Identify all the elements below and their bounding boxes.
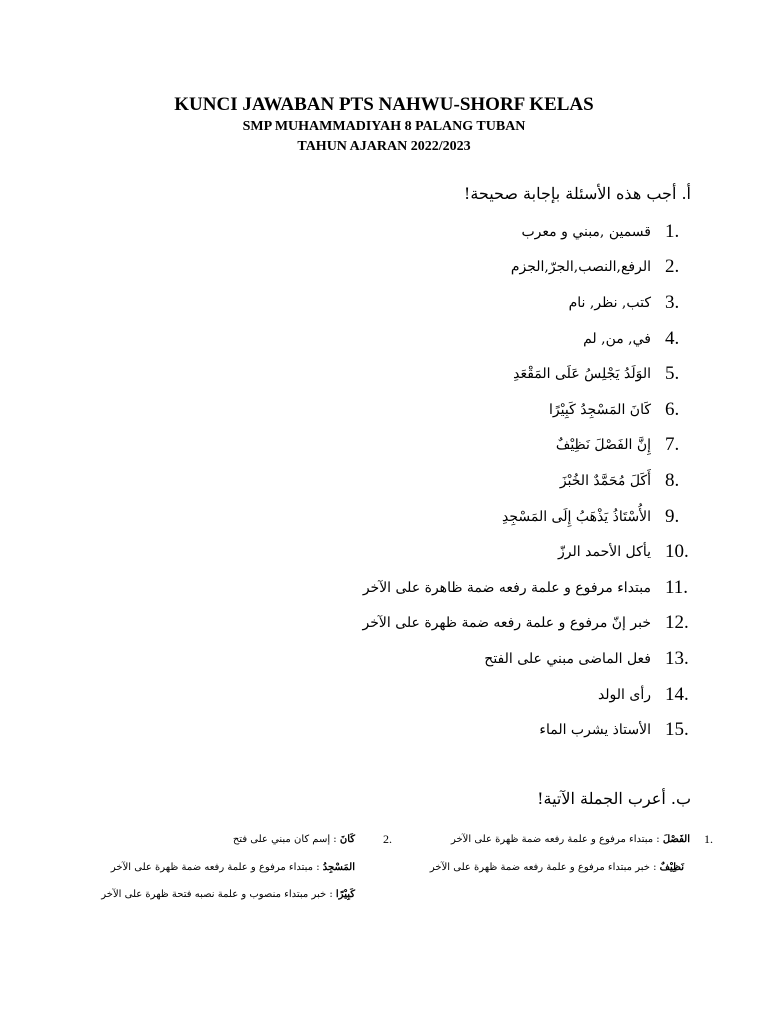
answer-text: مبتداء مرفوع و علمة رفعه ضمة ظاهرة على الآخر	[362, 579, 651, 596]
answer-item	[173, 570, 693, 606]
answer-item	[173, 214, 693, 250]
answer-number: 9.	[665, 505, 680, 527]
answer-number: 14.	[665, 683, 689, 705]
answer-number: 6.	[665, 398, 680, 420]
irab-text: : خبر مبتداء منصوب و علمة نصبه فتحة ظهرة على الآخر	[101, 889, 336, 900]
academic-year: TAHUN AJARAN 2022/2023	[297, 139, 471, 154]
answer-item	[173, 534, 693, 570]
answer-number: 12.	[665, 612, 689, 634]
answer-text: أَكَلَ مُحَمَّدٌ الخُبْزَ	[559, 472, 651, 489]
answer-item	[173, 606, 693, 642]
irab-item-number: 1.	[704, 832, 713, 846]
irab-text: : مبتداء مرفوع و علمة رفعه ضمة ظهرة على الآخر	[450, 834, 663, 845]
answer-text: الرفع,النصب,الجرّ,الجزم	[510, 259, 651, 276]
answer-text: إِنَّ الفَصْلَ نَظِيْفٌ	[555, 437, 651, 454]
answer-text: رأى الولد	[597, 686, 651, 703]
section-a-heading: أ. أجب هذه الأسئلة بإجابة صحيحة!	[463, 184, 691, 203]
answer-item	[173, 392, 693, 428]
answer-text: كَانَ المَسْجِدُ كَبِيْرًا	[549, 401, 651, 418]
answer-item	[173, 677, 693, 713]
answer-item	[173, 712, 693, 748]
irab-word: نَظِيْفٌ	[659, 862, 684, 873]
answer-list	[173, 214, 693, 748]
answer-number: 2.	[665, 256, 680, 278]
answer-item	[173, 428, 693, 464]
irab-word: كَانَ	[339, 834, 355, 845]
answer-number: 1.	[665, 220, 680, 242]
answer-number: 4.	[665, 327, 680, 349]
irab-line	[430, 862, 684, 873]
irab-word: الفَصْلَ	[662, 834, 690, 845]
irab-line	[101, 889, 355, 900]
answer-item	[173, 641, 693, 677]
answer-item	[173, 250, 693, 286]
answer-text: الأستاذ يشرب الماء	[539, 722, 651, 739]
answer-number: 5.	[665, 363, 680, 385]
answer-text: في, من, لم	[583, 330, 651, 347]
answer-item	[173, 463, 693, 499]
answer-number: 8.	[665, 469, 680, 491]
irab-text: : خبر مبتداء مرفوع و علمة رفعه ضمة ظهرة على الآخر	[429, 862, 660, 873]
irab-line	[233, 834, 355, 845]
answer-item	[173, 285, 693, 321]
answer-item	[173, 356, 693, 392]
answer-number: 13.	[665, 647, 689, 669]
page-title: KUNCI JAWABAN PTS NAHWU-SHORF KELAS	[174, 94, 594, 115]
answer-number: 15.	[665, 719, 689, 741]
answer-text: يأكل الأحمد الرزّ	[558, 544, 651, 561]
answer-text: كتب, نظر, نام	[568, 294, 651, 311]
answer-number: 7.	[665, 434, 680, 456]
irab-word: كَبِيْرًا	[335, 889, 355, 900]
irab-line	[451, 834, 690, 845]
answer-text: الوَلَدُ يَجْلِسُ عَلَى المَقْعَدِ	[513, 366, 651, 383]
irab-item-number: 2.	[383, 832, 392, 846]
school-name: SMP MUHAMMADIYAH 8 PALANG TUBAN	[242, 119, 526, 134]
answer-number: 3.	[665, 291, 680, 313]
answer-text: فعل الماضى مبني على الفتح	[484, 650, 651, 667]
answer-item	[173, 499, 693, 535]
irab-word: المَسْجِدُ	[322, 862, 355, 873]
section-b-heading: ب. أعرب الجملة الآتية!	[537, 789, 691, 808]
irab-line	[111, 862, 355, 873]
irab-text: : مبتداء مرفوع و علمة رفعه ضمة ظهرة على الآخر	[110, 862, 323, 873]
answer-number: 10.	[665, 541, 689, 563]
answer-number: 11.	[665, 576, 689, 598]
answer-text: الأُسْتَاذُ يَذْهَبُ إِلَى المَسْجِدِ	[501, 508, 651, 525]
answer-item	[173, 321, 693, 357]
irab-text: : إسم كان مبني على فتح	[232, 834, 340, 845]
answer-text: خبر إنّ مرفوع و علمة رفعه ضمة ظهرة على الآخر	[362, 615, 651, 632]
answer-text: قسمين ,مبني و معرب	[521, 223, 651, 240]
